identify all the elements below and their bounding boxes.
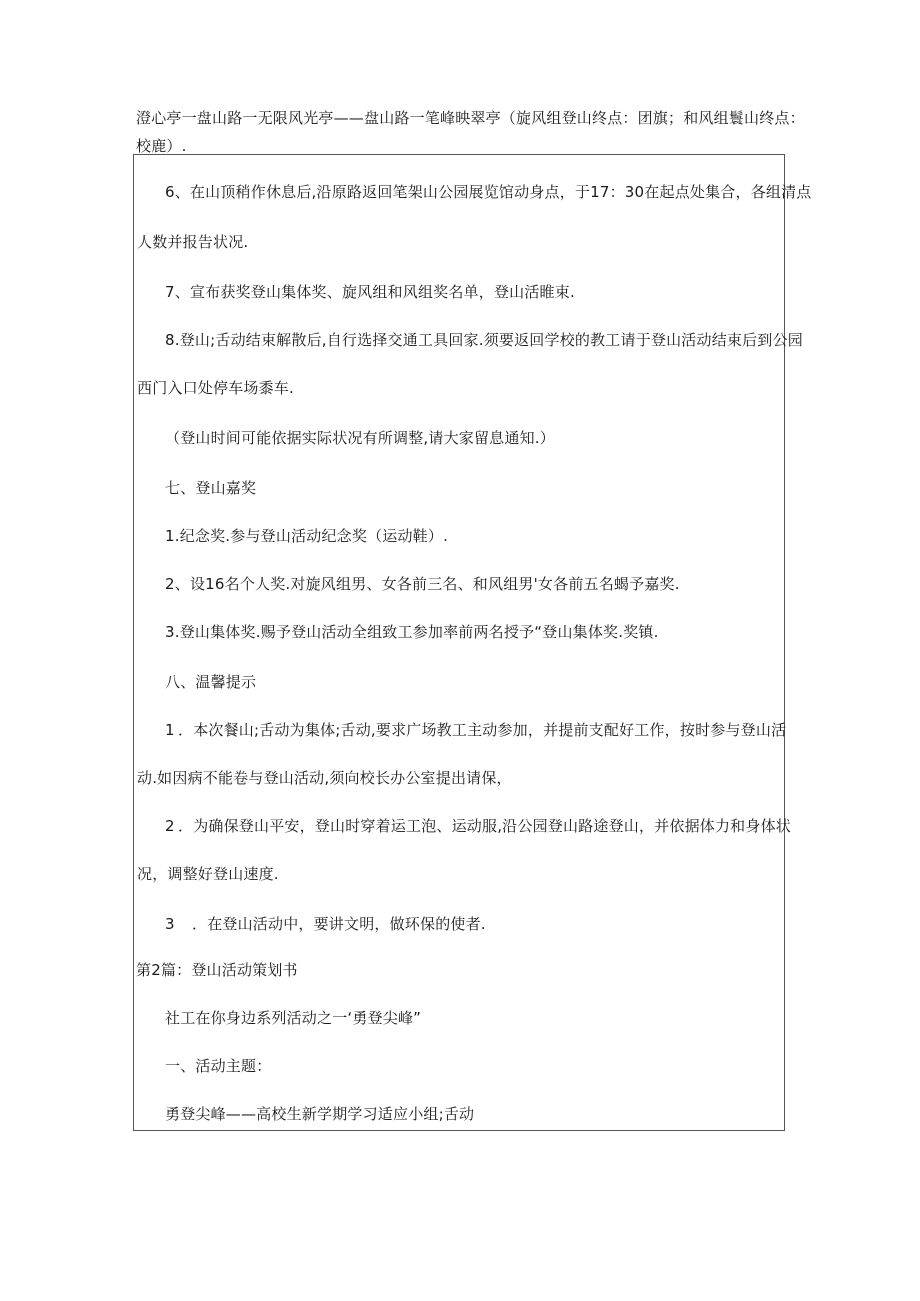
activity-subtitle: 社工在你身边系列活动之一‘勇登尖峰” [165, 1009, 422, 1027]
intro-line-1: 澄心亭一盘山路一无限风光亭——盘山路一笔峰映翠亭（旋风组登山终点：团旗；和风组鬟山终点： [136, 109, 805, 127]
item-7: 7、宣布获奖登山集体奖、旋风组和风组奖名单，登山活睢束. [165, 283, 575, 301]
tip-1-number: 1 [165, 721, 175, 739]
award-2: 2、设16名个人奖.对旋风组男、女各前三名、和风组男'女各前五名蝎予嘉奖. [165, 575, 680, 593]
tip-2-number: 2 [165, 817, 175, 835]
item-6-line-1: 6、在山顶稍作休息后,沿原路返回笔架山公园展览馆动身点，于17：30在起点处集合，各组清点 [165, 183, 812, 201]
item-8-line-2: 西门入口处停车场黍车. [137, 379, 294, 397]
tip-1-line-1: ．本次餐山;舌动为集体;舌动,要求广场教工主动参加，并提前支配好工作，按时参与登山活 [178, 721, 787, 739]
theme-text: 勇登尖峰——高校生新学期学习适应小组;舌动 [165, 1105, 475, 1123]
theme-heading: 一、活动主题： [165, 1057, 272, 1075]
award-3: 3.登山集体奖.赐予登山活动全组致工参加率前两名授予“登山集体奖.奖镇. [165, 623, 659, 641]
item-6-line-2: 人数并报告状况. [137, 233, 249, 251]
chapter-title: 第2篇：登山活动策划书 [136, 961, 298, 979]
tip-1-line-2: 动.如因病不能卷与登山活动,须向校长办公室提出请保， [137, 769, 512, 787]
tip-3-number: 3 [165, 915, 175, 933]
section-heading-8: 八、温馨提示 [165, 673, 257, 691]
tip-2-line-1: ．为确保登山平安，登山时穿着运工泡、运动服,沿公园登山路途登山，并依据体力和身体状 [178, 817, 791, 835]
tip-2-line-2: 况，调整好登山速度. [137, 865, 279, 883]
tip-3-line-1: ．在登山活动中，要讲文明，做环保的使者. [192, 915, 486, 933]
section-heading-7: 七、登山嘉奖 [165, 479, 257, 497]
item-8-line-1: 8.登山;舌动结束解散后,自行选择交通工具回家.须要返回学校的教工请于登山活动结束后到公园 [165, 331, 803, 349]
time-note: （登山时间可能依据实际状况有所调整,请大家留息通知.） [165, 429, 555, 447]
intro-line-2: 校鹿）. [136, 137, 187, 155]
award-1: 1.纪念奖.参与登山活动纪念奖（运动鞋）. [165, 527, 449, 545]
